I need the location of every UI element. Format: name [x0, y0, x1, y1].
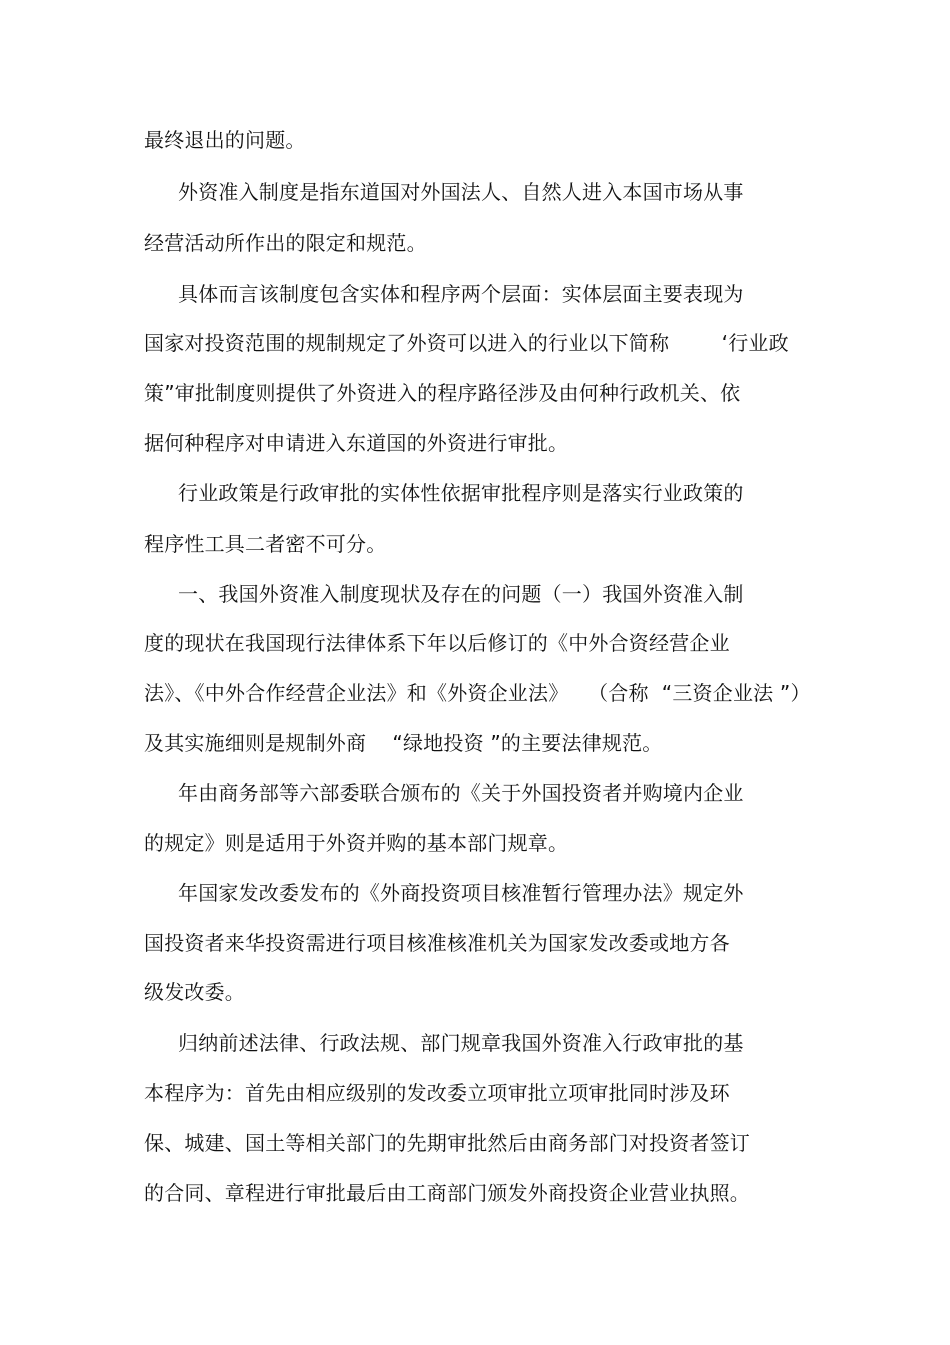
text-line: 法》、《中外合作经营企业法》和《外资企业法》 （合称 “三资企业法 ”）: [144, 681, 811, 705]
text-line: 年国家发改委发布的《外商投资项目核准暂行管理办法》规定外: [178, 881, 744, 905]
text-line: 国家对投资范围的规制规定了外资可以进入的行业以下简称 ‘行业政: [144, 331, 789, 355]
text-line: 经营活动所作出的限定和规范。: [144, 231, 427, 255]
text-line: 程序性工具二者密不可分。: [144, 532, 387, 556]
text-line: 年由商务部等六部委联合颁布的《关于外国投资者并购境内企业: [178, 781, 744, 805]
text-line: 的规定》则是适用于外资并购的基本部门规章。: [144, 831, 569, 855]
text-line: 行业政策是行政审批的实体性依据审批程序则是落实行业政策的: [178, 481, 744, 505]
text-line: 具体而言该制度包含实体和程序两个层面：实体层面主要表现为: [178, 282, 744, 306]
text-line: 国投资者来华投资需进行项目核准核准机关为国家发改委或地方各: [144, 931, 730, 955]
text-line: 外资准入制度是指东道国对外国法人、自然人进入本国市场从事: [178, 180, 744, 204]
text-line: 本程序为：首先由相应级别的发改委立项审批立项审批同时涉及环: [144, 1081, 730, 1105]
text-line: 保、城建、国土等相关部门的先期审批然后由商务部门对投资者签订: [144, 1131, 750, 1155]
text-line: 据何种程序对申请进入东道国的外资进行审批。: [144, 431, 569, 455]
text-line: 一、我国外资准入制度现状及存在的问题（一）我国外资准入制: [178, 582, 744, 606]
text-line: 级发改委。: [144, 980, 245, 1004]
text-line: 归纳前述法律、行政法规、部门规章我国外资准入行政审批的基: [178, 1031, 744, 1055]
text-line: 策”审批制度则提供了外资进入的程序路径涉及由何种行政机关、依: [144, 381, 741, 405]
text-line: 及其实施细则是规制外商 “绿地投资 ”的主要法律规范。: [144, 731, 663, 755]
text-line: 最终退出的问题。: [144, 128, 306, 152]
text-line: 度的现状在我国现行法律体系下年以后修订的《中外合资经营企业: [144, 631, 730, 655]
text-line: 的合同、章程进行审批最后由工商部门颁发外商投资企业营业执照。: [144, 1181, 750, 1205]
